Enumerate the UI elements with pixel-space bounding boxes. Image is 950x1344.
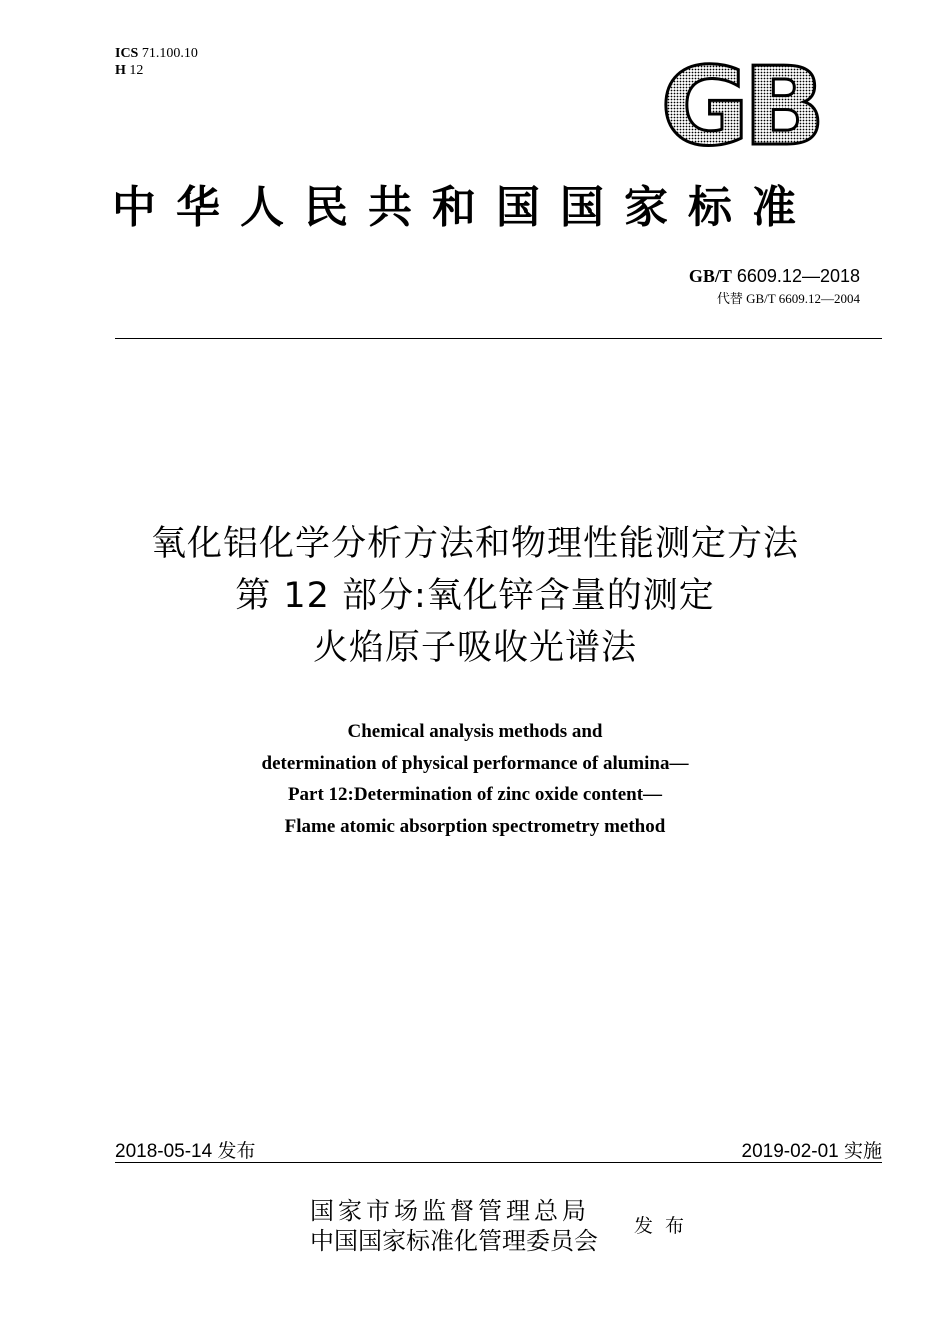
chinese-title-line-3: 火焰原子吸收光谱法 (312, 628, 637, 668)
replaces-standard: 代替 GB/T 6609.12—2004 (716, 291, 860, 306)
issuer-samr: 国家市场监督管理总局 (310, 1197, 590, 1225)
english-title-line-2: determination of physical performance of alumina— (261, 752, 689, 774)
standard-code-number: 6609.12—2018 (736, 266, 860, 286)
chinese-title-line-2: 第 12 部分:氧化锌含量的测定 (235, 576, 715, 616)
chinese-title (60, 518, 890, 674)
english-title-line-3: Part 12:Determination of zinc oxide content— (287, 784, 663, 805)
ccs-code-line (115, 62, 198, 79)
english-title-line-4: Flame atomic absorption spectrometry method (284, 815, 666, 837)
classification-codes (115, 45, 198, 79)
english-title (60, 716, 890, 842)
footer-divider (115, 1162, 882, 1163)
header-divider (115, 338, 882, 339)
ics-code: 71.100.10 (141, 46, 198, 61)
issuer-sac: 中国国家标准化管理委员会 (310, 1227, 598, 1255)
standard-code (689, 266, 860, 286)
standard-code-prefix: GB/T (688, 266, 732, 286)
implementation-date: 2019-02-01 实施 (741, 1141, 882, 1162)
ccs-label: H (115, 63, 126, 78)
national-standard-title: 中华人民共和国国家标准 (112, 182, 816, 233)
publish-date: 2018-05-14 发布 (115, 1141, 256, 1162)
english-title-line-1: Chemical analysis methods and (347, 721, 603, 742)
gb-logo-text: GB (660, 56, 820, 152)
chinese-title-line-1: 氧化铝化学分析方法和物理性能测定方法 (150, 524, 799, 564)
ccs-code: 12 (129, 63, 144, 78)
issuing-organizations (310, 1196, 598, 1256)
gb-logo (640, 56, 840, 152)
issue-label: 发布 (634, 1215, 697, 1237)
ics-label: ICS (115, 46, 139, 61)
ics-code-line (115, 45, 198, 62)
